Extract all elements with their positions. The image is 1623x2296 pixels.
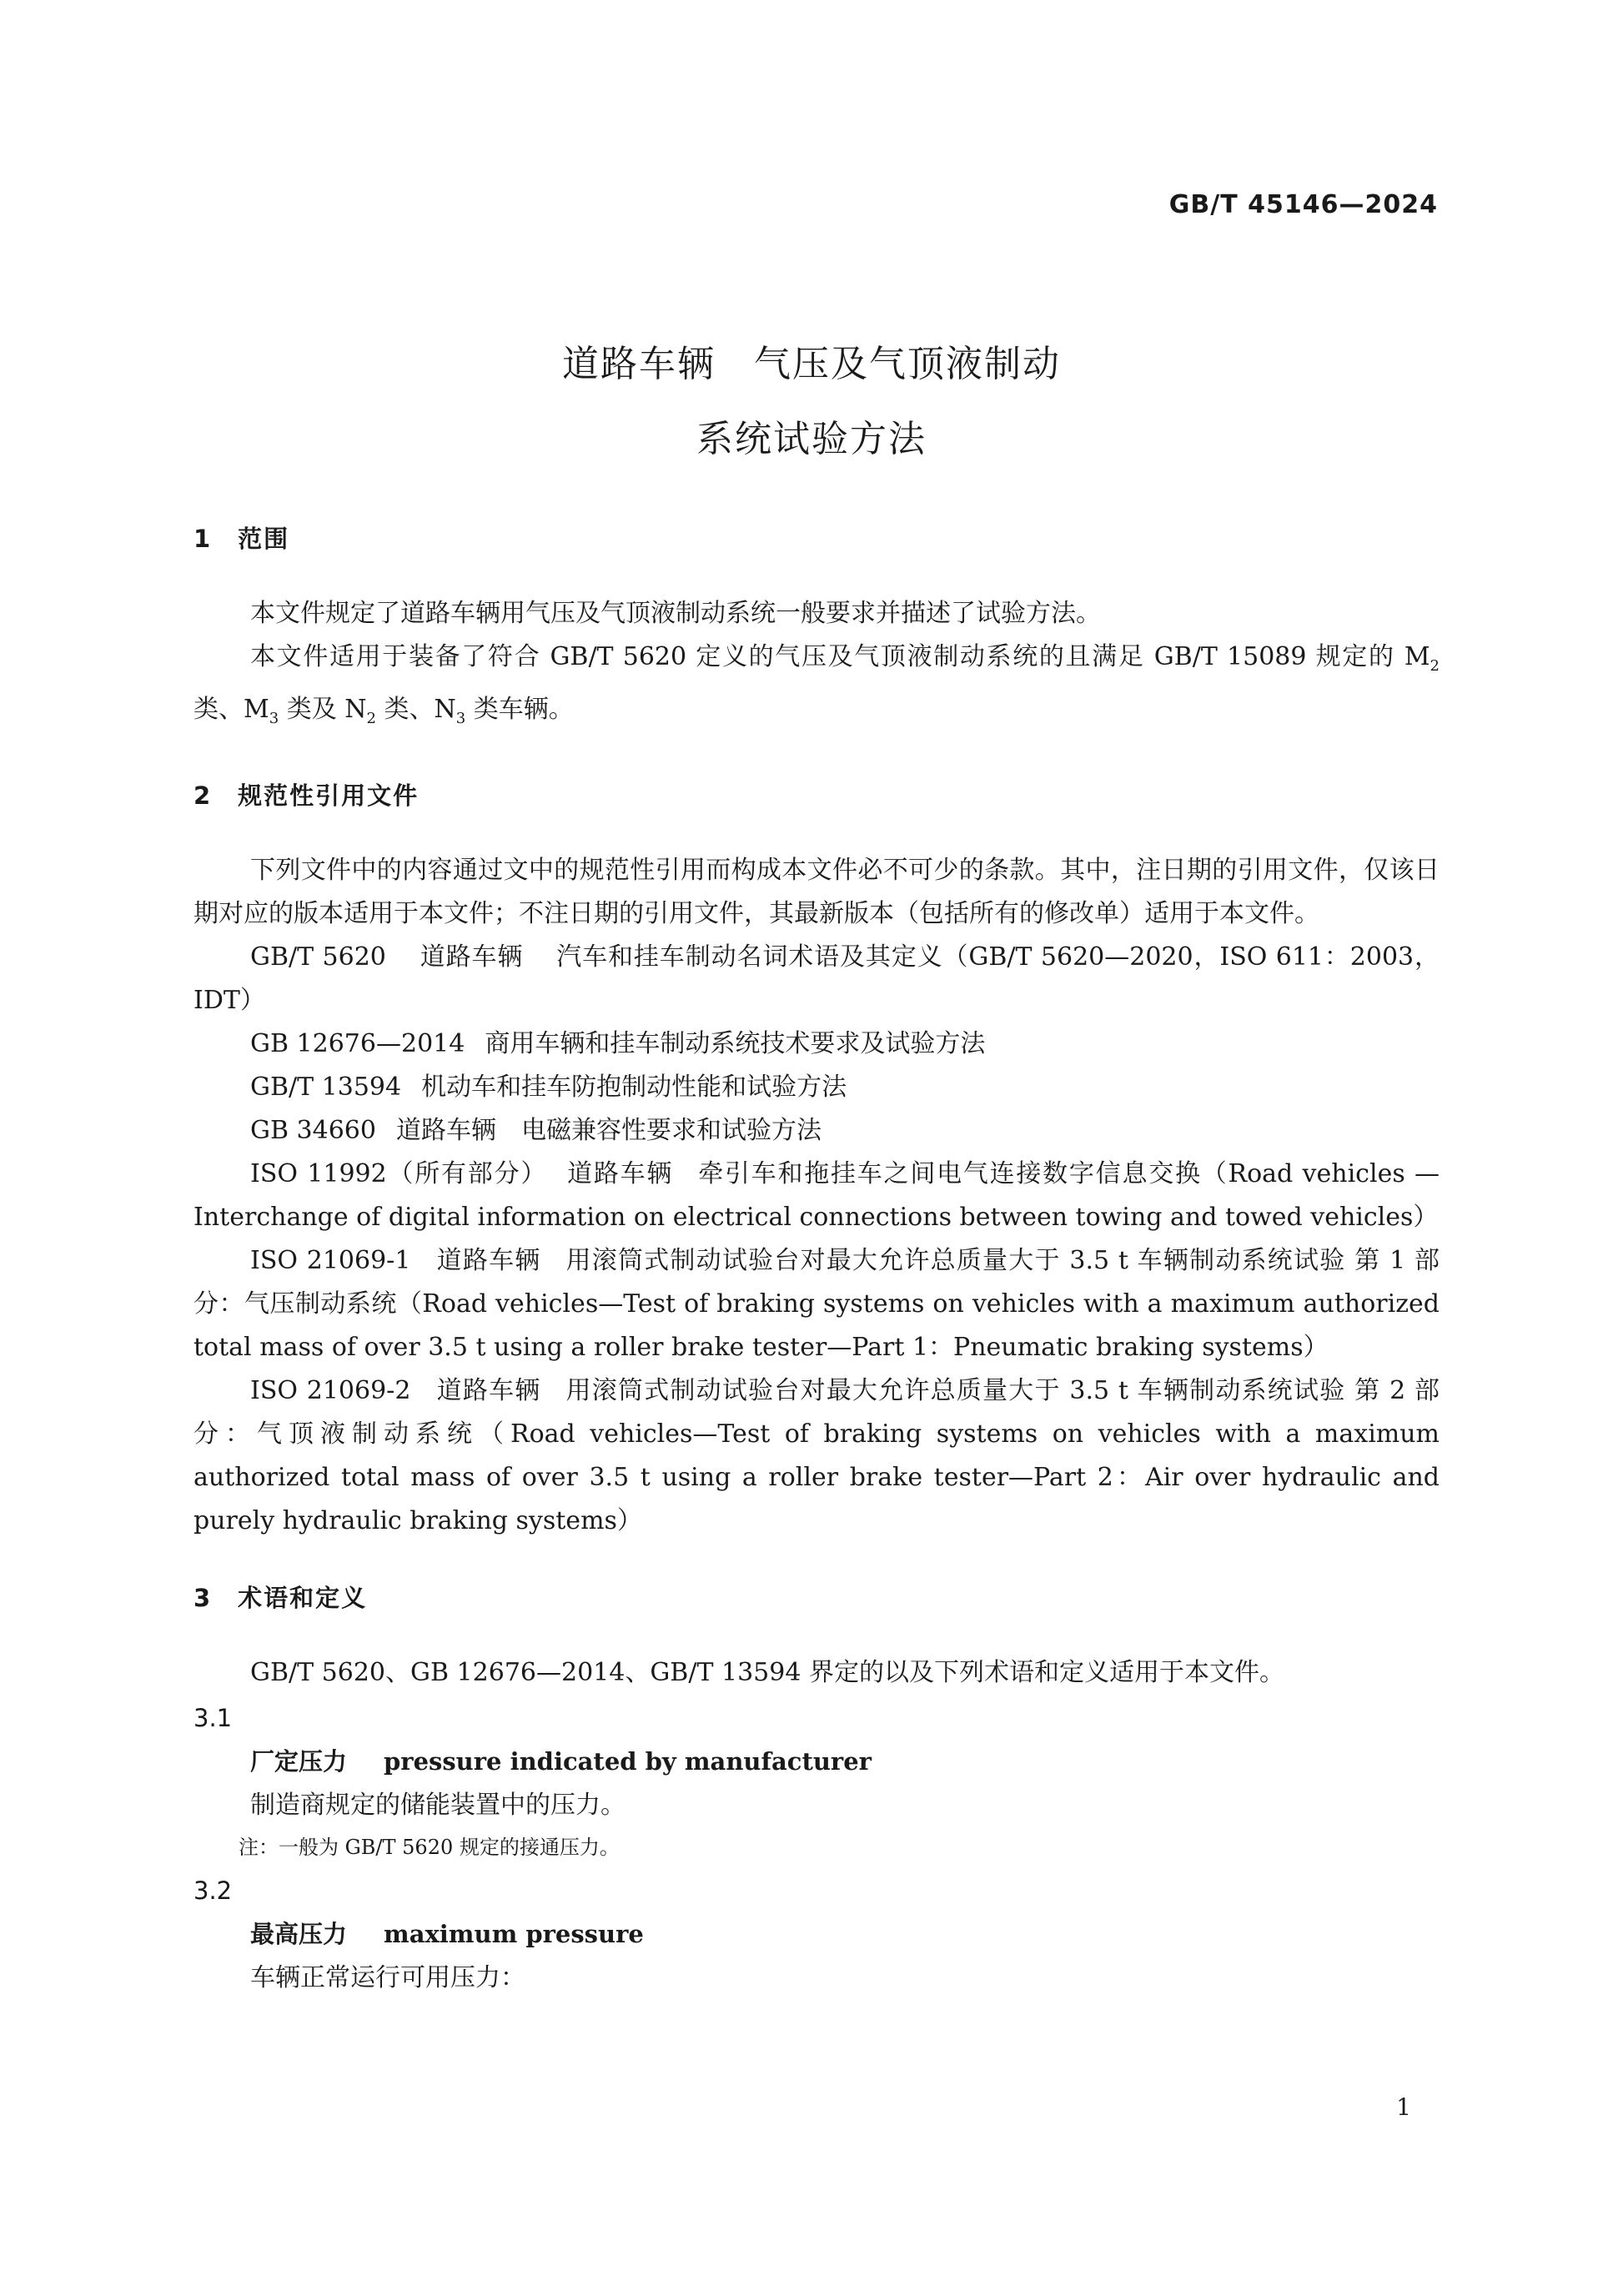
- document-body: [193, 517, 1440, 2000]
- title-line-2: 系统试验方法: [696, 418, 927, 460]
- term-title: 厂定压力 pressure indicated by manufacturer: [250, 1747, 872, 1776]
- normative-reference: GB/T 5620 道路车辆 汽车和挂车制动名词术语及其定义（GB/T 5620—2020，ISO 611：2003，IDT）: [193, 942, 1440, 1015]
- section-1-paragraph-2: 本文件适用于装备了符合 GB/T 5620 定义的气压及气顶液制动系统的且满足 GB/T 15089 规定的 $M_2$ 类、$M_3$ 类及 $N_2$ 类、$N_3$ 类车辆。: [193, 642, 1440, 727]
- term-note: 注：一般为 GB/T 5620 规定的接通压力。: [239, 1836, 620, 1859]
- section-1-heading: 1 范围: [193, 525, 290, 553]
- title-line-1: 道路车辆 气压及气顶液制动: [562, 343, 1061, 385]
- normative-reference: ISO 11992（所有部分） 道路车辆 牵引车和拖挂车之间电气连接数字信息交换（Road vehicles — Interchange of digital information on electrical connections between towing and towed vehicles）: [193, 1159, 1440, 1232]
- normative-reference: ISO 21069-2 道路车辆 用滚筒式制动试验台对最大允许总质量大于 3.5 t 车辆制动系统试验 第 2 部分：气顶液制动系统（Road vehicles—Test of braking systems on vehicles with a maximum authorized total mass of over 3.5 t using a roller brake tester—Part 2：Air over hydraulic and purely hydraulic braking systems）: [193, 1376, 1440, 1535]
- page-number: 1: [1396, 2093, 1411, 2121]
- term-title: 最高压力 maximum pressure: [250, 1920, 644, 1948]
- normative-reference: GB/T 13594 机动车和挂车防抱制动性能和试验方法: [250, 1073, 847, 1102]
- section-2-heading: 2 规范性引用文件: [193, 781, 420, 810]
- standard-number: GB/T 45146—2024: [1168, 190, 1438, 219]
- term-entry: [193, 1869, 1440, 2000]
- term-definition: 制造商规定的储能装置中的压力。: [250, 1791, 626, 1820]
- normative-reference: GB 34660 道路车辆 电磁兼容性要求和试验方法: [250, 1116, 822, 1145]
- document-title: [0, 327, 1623, 477]
- normative-reference: GB 12676—2014 商用车辆和挂车制动系统技术要求及试验方法: [250, 1029, 986, 1058]
- section-3-intro: GB/T 5620、GB 12676—2014、GB/T 13594 界定的以及下列术语和定义适用于本文件。: [250, 1658, 1284, 1687]
- normative-reference: ISO 21069-1 道路车辆 用滚筒式制动试验台对最大允许总质量大于 3.5 t 车辆制动系统试验 第 1 部分：气压制动系统（Road vehicles—Test of braking systems on vehicles with a maximum authorized total mass of over 3.5 t using a roller brake tester—Part 1：Pneumatic braking systems）: [193, 1246, 1440, 1362]
- term-number: 3.2: [193, 1876, 233, 1905]
- term-entry: [193, 1696, 1440, 1867]
- section-1-paragraph-1: 本文件规定了道路车辆用气压及气顶液制动系统一般要求并描述了试验方法。: [250, 599, 1101, 628]
- section-2-intro: 下列文件中的内容通过文中的规范性引用而构成本文件必不可少的条款。其中，注日期的引用文件，仅该日期对应的版本适用于本文件；不注日期的引用文件，其最新版本（包括所有的修改单）适用于本文件。: [193, 856, 1440, 928]
- term-number: 3.1: [193, 1704, 233, 1732]
- term-definition: 车辆正常运行可用压力：: [250, 1963, 525, 1992]
- section-3-heading: 3 术语和定义: [193, 1584, 368, 1612]
